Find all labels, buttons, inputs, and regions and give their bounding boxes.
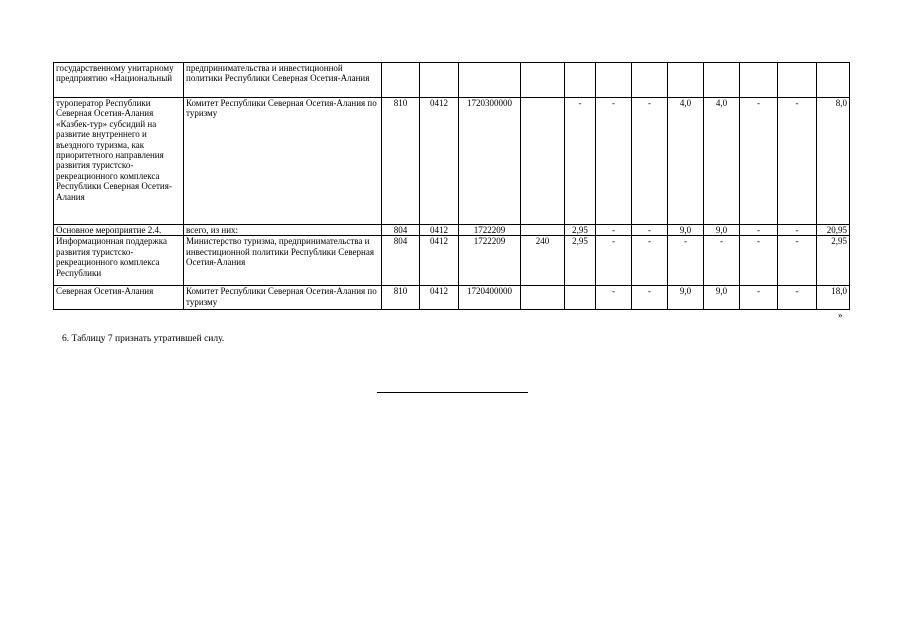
- cell-value-4: 9,0: [668, 286, 704, 310]
- cell-value-6: [740, 63, 778, 98]
- cell-value-1: -: [565, 98, 596, 225]
- cell-rzpr: 0412: [420, 236, 459, 286]
- cell-executor: всего, из них:: [184, 225, 382, 236]
- cell-value-2: -: [596, 225, 632, 236]
- table-row: [54, 236, 850, 286]
- cell-total: 8,0: [817, 98, 850, 225]
- cell-value-6: -: [740, 225, 778, 236]
- cell-value-7: -: [778, 225, 817, 236]
- cell-value-6: -: [740, 286, 778, 310]
- cell-value-6: -: [740, 236, 778, 286]
- cell-value-5: 9,0: [704, 286, 740, 310]
- cell-total: 2,95: [817, 236, 850, 286]
- cell-value-1: 2,95: [565, 225, 596, 236]
- cell-name: Информационная поддержка развития туристско-рекреационного комплекса Республики: [54, 236, 184, 286]
- cell-value-3: -: [632, 236, 668, 286]
- cell-total: [817, 63, 850, 98]
- table-row: [54, 225, 850, 236]
- cell-value-3: [632, 63, 668, 98]
- closing-quote: »: [838, 310, 843, 320]
- cell-value-3: -: [632, 98, 668, 225]
- cell-vr: [521, 63, 565, 98]
- paragraph-6: 6. Таблицу 7 признать утратившей силу.: [62, 334, 225, 344]
- cell-executor: Министерство туризма, предпринимательства и инвестиционной политики Республики Северная Осетия-Алания: [184, 236, 382, 286]
- cell-value-5: -: [704, 236, 740, 286]
- budget-table: [53, 62, 850, 310]
- cell-total: 18,0: [817, 286, 850, 310]
- cell-executor: Комитет Республики Северная Осетия-Алания по туризму: [184, 286, 382, 310]
- cell-vr: [521, 225, 565, 236]
- cell-name: Северная Осетия-Алания: [54, 286, 184, 310]
- cell-value-4: -: [668, 236, 704, 286]
- cell-name: Основное мероприятие 2.4.: [54, 225, 184, 236]
- cell-value-2: -: [596, 236, 632, 286]
- cell-value-1: [565, 63, 596, 98]
- table-row: [54, 286, 850, 310]
- cell-total: 20,95: [817, 225, 850, 236]
- cell-value-7: -: [778, 236, 817, 286]
- table-row: [54, 98, 850, 225]
- cell-value-4: [668, 63, 704, 98]
- cell-value-3: -: [632, 286, 668, 310]
- cell-value-1: 2,95: [565, 236, 596, 286]
- cell-value-5: [704, 63, 740, 98]
- cell-rzpr: [420, 63, 459, 98]
- cell-value-2: -: [596, 286, 632, 310]
- cell-csr: 1720400000: [459, 286, 521, 310]
- cell-vr: [521, 98, 565, 225]
- cell-value-2: [596, 63, 632, 98]
- cell-executor: предпринимательства и инвестиционной политики Республики Северная Осетия-Алания: [184, 63, 382, 98]
- cell-value-5: 9,0: [704, 225, 740, 236]
- cell-rzpr: 0412: [420, 98, 459, 225]
- cell-csr: [459, 63, 521, 98]
- cell-name: туроператор Республики Северная Осетия-Алания «Казбек-тур» субсидий на развитие внутреннего и въездного туризма, как приоритетного направления развития туристско-рекреационного комплекса Республики Северная Осетия-Алания: [54, 98, 184, 225]
- cell-value-7: -: [778, 286, 817, 310]
- cell-executor: Комитет Республики Северная Осетия-Алания по туризму: [184, 98, 382, 225]
- cell-grbs: [382, 63, 420, 98]
- cell-value-4: 9,0: [668, 225, 704, 236]
- cell-value-1: [565, 286, 596, 310]
- cell-grbs: 810: [382, 98, 420, 225]
- cell-value-7: [778, 63, 817, 98]
- cell-value-7: -: [778, 98, 817, 225]
- cell-value-5: 4,0: [704, 98, 740, 225]
- cell-value-2: -: [596, 98, 632, 225]
- cell-csr: 1722209: [459, 225, 521, 236]
- cell-value-3: -: [632, 225, 668, 236]
- cell-csr: 1722209: [459, 236, 521, 286]
- cell-csr: 1720300000: [459, 98, 521, 225]
- divider-line: [377, 392, 528, 393]
- cell-grbs: 804: [382, 236, 420, 286]
- cell-value-6: -: [740, 98, 778, 225]
- cell-vr: [521, 286, 565, 310]
- table-row: [54, 63, 850, 98]
- cell-rzpr: 0412: [420, 225, 459, 236]
- cell-grbs: 804: [382, 225, 420, 236]
- cell-vr: 240: [521, 236, 565, 286]
- cell-grbs: 810: [382, 286, 420, 310]
- cell-rzpr: 0412: [420, 286, 459, 310]
- cell-name: государственному унитарному предприятию «Национальный: [54, 63, 184, 98]
- cell-value-4: 4,0: [668, 98, 704, 225]
